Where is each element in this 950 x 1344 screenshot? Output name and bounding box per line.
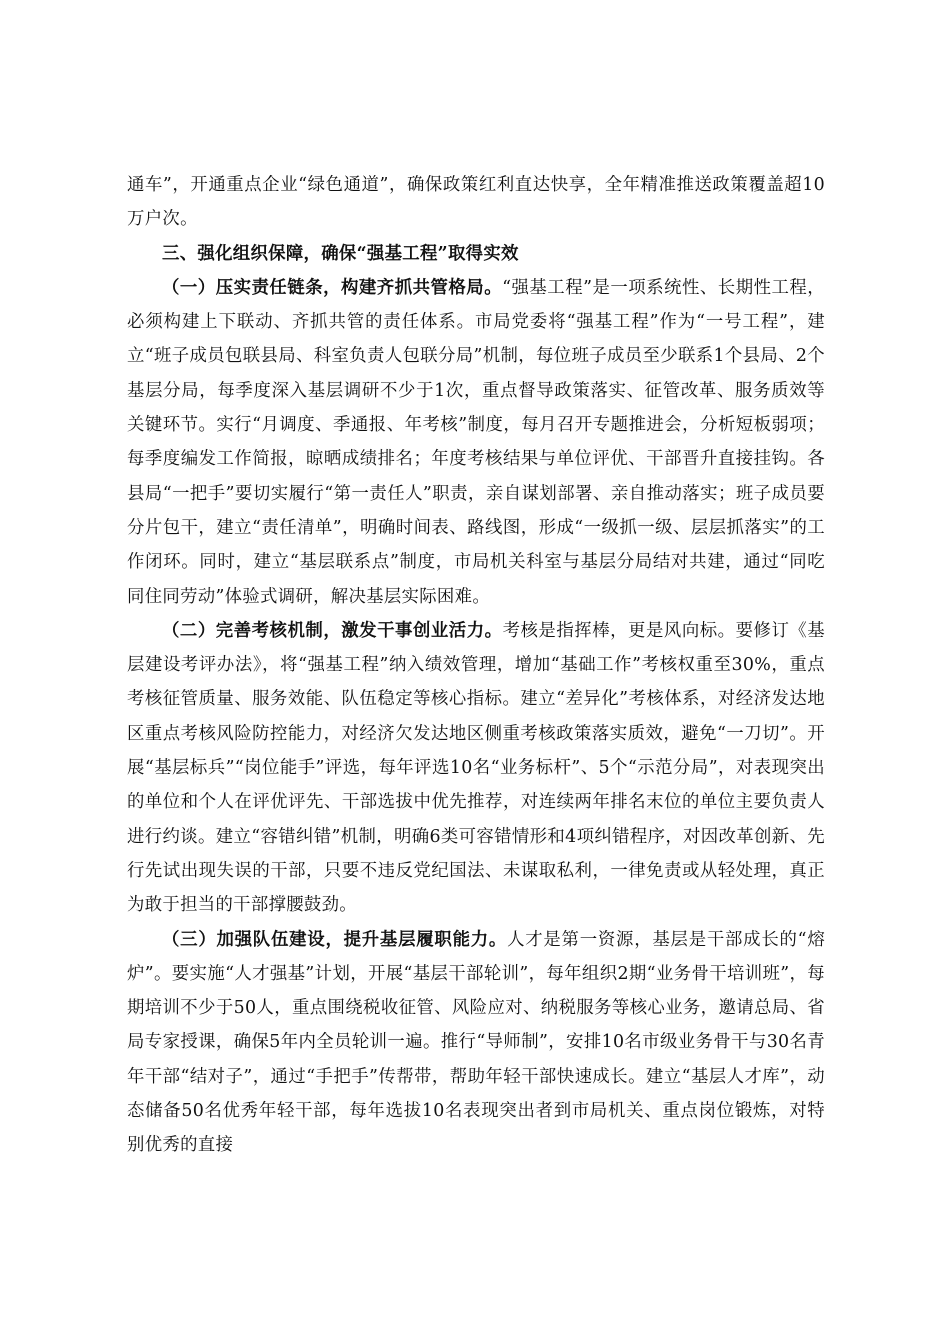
paragraph-1 — [127, 271, 825, 614]
section-heading: 三、强化组织保障，确保“强基工程”取得实效 — [162, 243, 519, 264]
paragraph-1-body: “强基工程”是一项系统性、长期性工程，必须构建上下联动、齐抓共管的责任体系。市局党委将“强基工程”作为“一号工程”，建立“班子成员包联县局、科室负责人包联分局”机制，每位班子成员至少联系1个县局、2个基层分局，每季度深入基层调研不少于1次，重点督导政策落实、征管改革、服务质效等关键环节。实行“月调度、季通报、年考核”制度，每月召开专题推进会，分析短板弱项；每季度编发工作简报，晾晒成绩排名；年度考核结果与单位评优、干部晋升直接挂钩。各县局“一把手”要切实履行“第一责任人”职责，亲自谋划部署、亲自推动落实；班子成员要分片包干，建立“责任清单”，明确时间表、路线图，形成“一级抓一级、层层抓落实”的工作闭环。同时，建立“基层联系点”制度，市局机关科室与基层分局结对共建，通过“同吃同住同劳动”体验式调研，解决基层实际困难。 — [127, 277, 826, 607]
continuation-paragraph: 通车”，开通重点企业“绿色通道”，确保政策红利直达快享，全年精准推送政策覆盖超10万户次。 — [127, 175, 825, 230]
document-page — [127, 168, 825, 1163]
paragraph-2-body: 考核是指挥棒，更是风向标。要修订《基层建设考评办法》，将“强基工程”纳入绩效管理，增加“基础工作”考核权重至30%，重点考核征管质量、服务效能、队伍稳定等核心指标。建立“差异化”考核体系，对经济发达地区重点考核风险防控能力，对经济欠发达地区侧重考核政策落实质效，避免“一刀切”。开展“基层标兵”“岗位能手”评选，每年评选10名“业务标杆”、5个“示范分局”，对表现突出的单位和个人在评优评先、干部选拔中优先推荐，对连续两年排名末位的单位主要负责人进行约谈。建立“容错纠错”机制，明确6类可容错情形和4项纠错程序，对因改革创新、先行先试出现失误的干部，只要不违反党纪国法、未谋取私利，一律免责或从轻处理，真正为敢于担当的干部撑腰鼓劲。 — [127, 620, 825, 916]
paragraph-2-lead: （二）完善考核机制，激发干事创业活力。 — [162, 620, 503, 641]
paragraph-3-body: 人才是第一资源，基层是干部成长的“熔炉”。要实施“人才强基”计划，开展“基层干部轮训”，每年组织2期“业务骨干培训班”，每期培训不少于50人，重点围绕税收征管、风险应对、纳税服务等核心业务，邀请总局、省局专家授课，确保5年内全员轮训一遍。推行“导师制”，安排10名市级业务骨干与30名青年干部“结对子”，通过“手把手”传帮带，帮助年轻干部快速成长。建立“基层人才库”，动态储备50名优秀年轻干部，每年选拔10名表现突出者到市局机关、重点岗位锻炼，对特别优秀的直接 — [127, 929, 826, 1156]
paragraph-1-lead: （一）压实责任链条，构建齐抓共管格局。 — [162, 277, 503, 298]
paragraph-2 — [127, 614, 825, 923]
paragraph-3-lead: （三）加强队伍建设，提升基层履职能力。 — [162, 929, 508, 950]
paragraph-3 — [127, 923, 825, 1163]
